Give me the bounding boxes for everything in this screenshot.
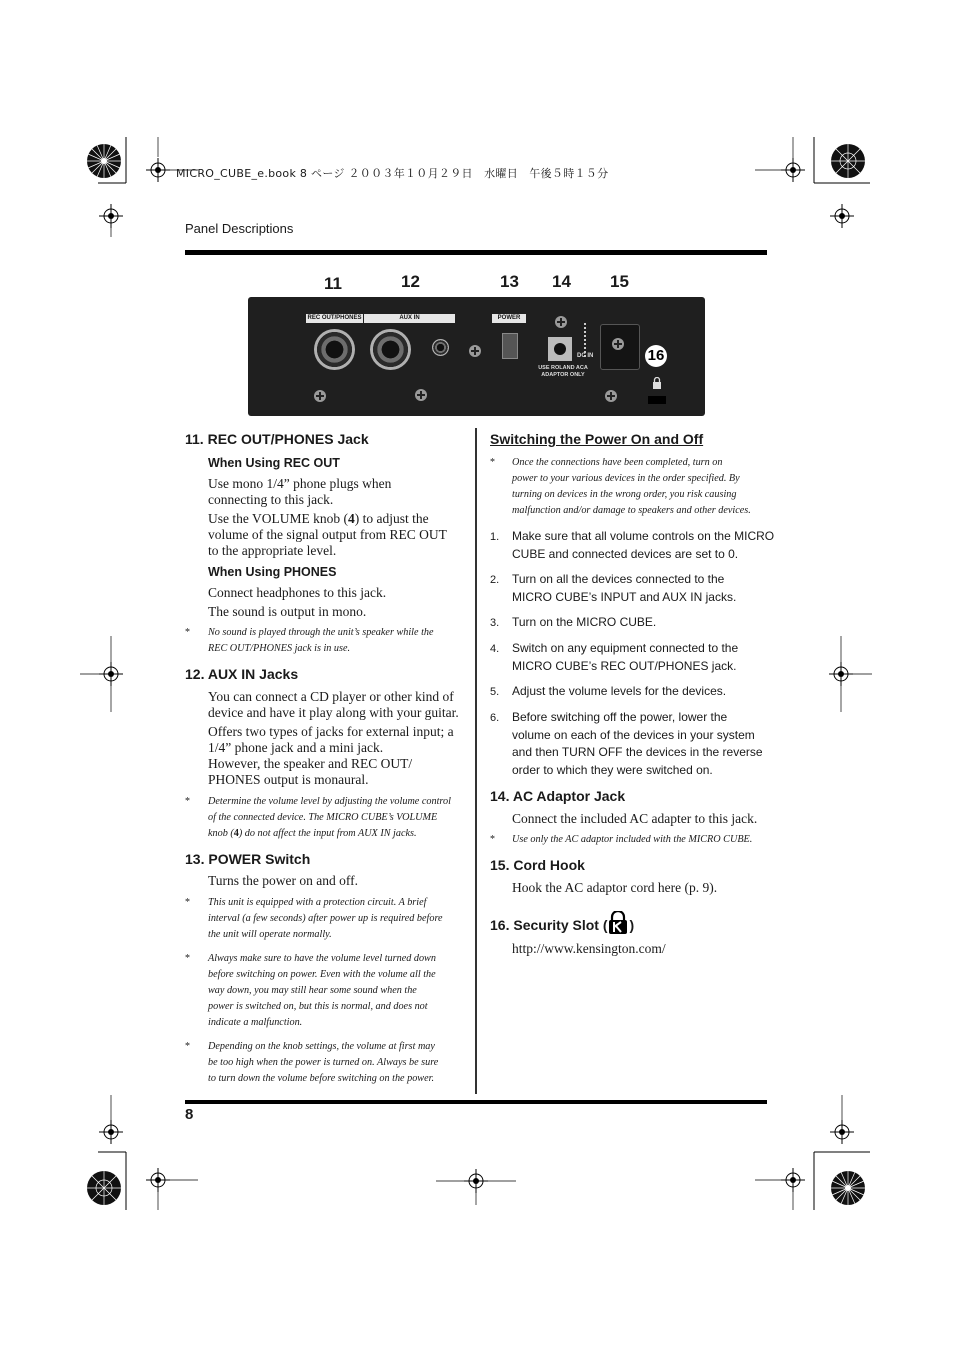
callout-16: 16	[645, 345, 667, 367]
heading-aux-in: 12. AUX IN Jacks	[185, 666, 299, 682]
step-text: Turn on all the devices connected to the MICRO CUBE’s INPUT and AUX IN jacks.	[512, 572, 737, 604]
heading-security-slot: 16. Security Slot ( )	[490, 915, 634, 935]
power-switch	[502, 333, 518, 359]
panel-screw	[469, 345, 481, 357]
paragraph: The sound is output in mono.	[208, 604, 367, 619]
aux-in-mini-jack	[432, 339, 449, 356]
callout-14: 14	[552, 272, 571, 291]
paragraph: Hook the AC adaptor cord here (p. 9).	[512, 880, 718, 895]
bottom-rule	[185, 1100, 767, 1104]
note-asterisk: *	[490, 834, 495, 845]
paragraph: Use mono 1/4” phone plugs when connecting to this jack.	[208, 476, 392, 507]
adaptor-warning-label: USE ROLAND ACA ADAPTOR ONLY	[538, 365, 588, 378]
panel-screw	[314, 390, 326, 402]
crop-mark-icon	[822, 636, 872, 712]
subheading-rec-out: When Using REC OUT	[208, 456, 340, 470]
step-text: Turn on the MICRO CUBE.	[512, 615, 657, 629]
note: Use only the AC adaptor included with the MICRO CUBE.	[512, 834, 753, 845]
paragraph: Connect the included AC adapter to this jack.	[512, 811, 758, 826]
callout-12: 12	[401, 272, 420, 291]
paragraph: Turns the power on and off.	[208, 873, 358, 888]
step-number: 5.	[490, 686, 500, 698]
paragraph: Use the VOLUME knob (4) to adjust the volume of the signal output from REC OUT to the appropriate level.	[208, 511, 447, 558]
polarity-symbol	[584, 323, 590, 357]
aux-in-phone-jack	[370, 329, 411, 370]
panel-screw	[605, 390, 617, 402]
security-slot	[648, 396, 666, 404]
crop-mark-icon	[436, 1165, 516, 1205]
book-header: MICRO_CUBE_e.book 8 ページ ２００３年１０月２９日 水曜日 午後５時１５分	[176, 167, 609, 180]
note-asterisk: *	[185, 1041, 190, 1052]
note-asterisk: *	[185, 897, 190, 908]
heading-cord-hook: 15. Cord Hook	[490, 857, 585, 873]
step-text: Switch on any equipment connected to the MICRO CUBE’s REC OUT/PHONES jack.	[512, 641, 739, 673]
step-number: 3.	[490, 617, 500, 629]
power-label: POWER	[492, 314, 526, 323]
column-divider	[475, 428, 477, 1094]
rear-panel-figure	[248, 297, 705, 416]
step-number: 1.	[490, 531, 500, 543]
note: Determine the volume level by adjusting the volume control of the connected device. The MICRO CUBE’s VOLUME knob (4) do not affect the input from AUX IN jacks.	[208, 796, 451, 839]
callout-11: 11	[324, 274, 342, 293]
kensington-lock-icon	[608, 911, 628, 935]
rec-out-phones-jack	[314, 329, 355, 370]
callout-15: 15	[610, 272, 629, 291]
note-asterisk: *	[185, 796, 190, 807]
top-rule	[185, 250, 767, 255]
crop-mark-icon	[80, 636, 130, 712]
panel-screw	[555, 316, 567, 328]
note: Once the connections have been completed, turn on power to your various devices in the order specified. By turning on devices in the wrong order, you risk causing malfunction and/or damage to speakers and other devices.	[512, 457, 751, 516]
step-number: 4.	[490, 643, 500, 655]
heading-switching-power: Switching the Power On and Off	[490, 431, 704, 447]
heading-ac-adaptor: 14. AC Adaptor Jack	[490, 788, 626, 804]
step-text: Make sure that all volume controls on the MICRO CUBE and connected devices are set to 0.	[512, 529, 775, 561]
step-number: 2.	[490, 574, 500, 586]
step-text: Adjust the volume levels for the devices.	[512, 684, 727, 698]
note: This unit is equipped with a protection circuit. A brief interval (a few seconds) after power up is required before the unit will operate normally.	[208, 897, 443, 940]
dc-in-label: DC IN	[577, 353, 594, 359]
crop-mark-icon	[750, 1095, 870, 1215]
note: Always make sure to have the volume level turned down before switching on power. Even with the volume all the way down, you may still hear some sound when the power is switched on, but this is normal, and does not indicate a malfunction.	[208, 953, 436, 1028]
note-asterisk: *	[490, 457, 495, 468]
step-number: 6.	[490, 712, 500, 724]
running-head: Panel Descriptions	[185, 221, 294, 236]
heading-power-switch: 13. POWER Switch	[185, 851, 311, 867]
page-number: 8	[185, 1106, 194, 1123]
paragraph: You can connect a CD player or other kind of device and have it play along with your guitar.	[208, 689, 459, 720]
paragraph: Connect headphones to this jack.	[208, 585, 387, 600]
note: Depending on the knob settings, the volume at first may be too high when the power is turned on. Always be sure to turn down the volume before switching on the power.	[208, 1041, 439, 1084]
rec-out-label: REC OUT/PHONES	[307, 315, 362, 321]
url-link[interactable]: http://www.kensington.com/	[512, 941, 666, 956]
crop-mark-icon	[750, 137, 870, 237]
callout-13: 13	[500, 272, 519, 291]
heading-rec-out-phones: 11. REC OUT/PHONES Jack	[185, 431, 369, 447]
paragraph: Offers two types of jacks for external input; a 1/4” phone jack and a mini jack. However, the speaker and REC OUT/ PHONES output is monaural.	[208, 724, 454, 787]
aux-in-label: AUX IN	[364, 314, 455, 323]
note-asterisk: *	[185, 627, 190, 638]
subheading-phones: When Using PHONES	[208, 565, 337, 579]
lock-icon	[652, 377, 662, 389]
panel-screw	[415, 389, 427, 401]
panel-screw	[612, 338, 624, 350]
dc-in-jack	[548, 337, 572, 361]
step-text: Before switching off the power, lower the volume on each of the devices in your system and then TURN OFF the devices in the reverse order to which they were switched on.	[512, 710, 763, 777]
note-asterisk: *	[185, 953, 190, 964]
note: No sound is played through the unit’s speaker while the REC OUT/PHONES jack is in use.	[208, 627, 434, 654]
